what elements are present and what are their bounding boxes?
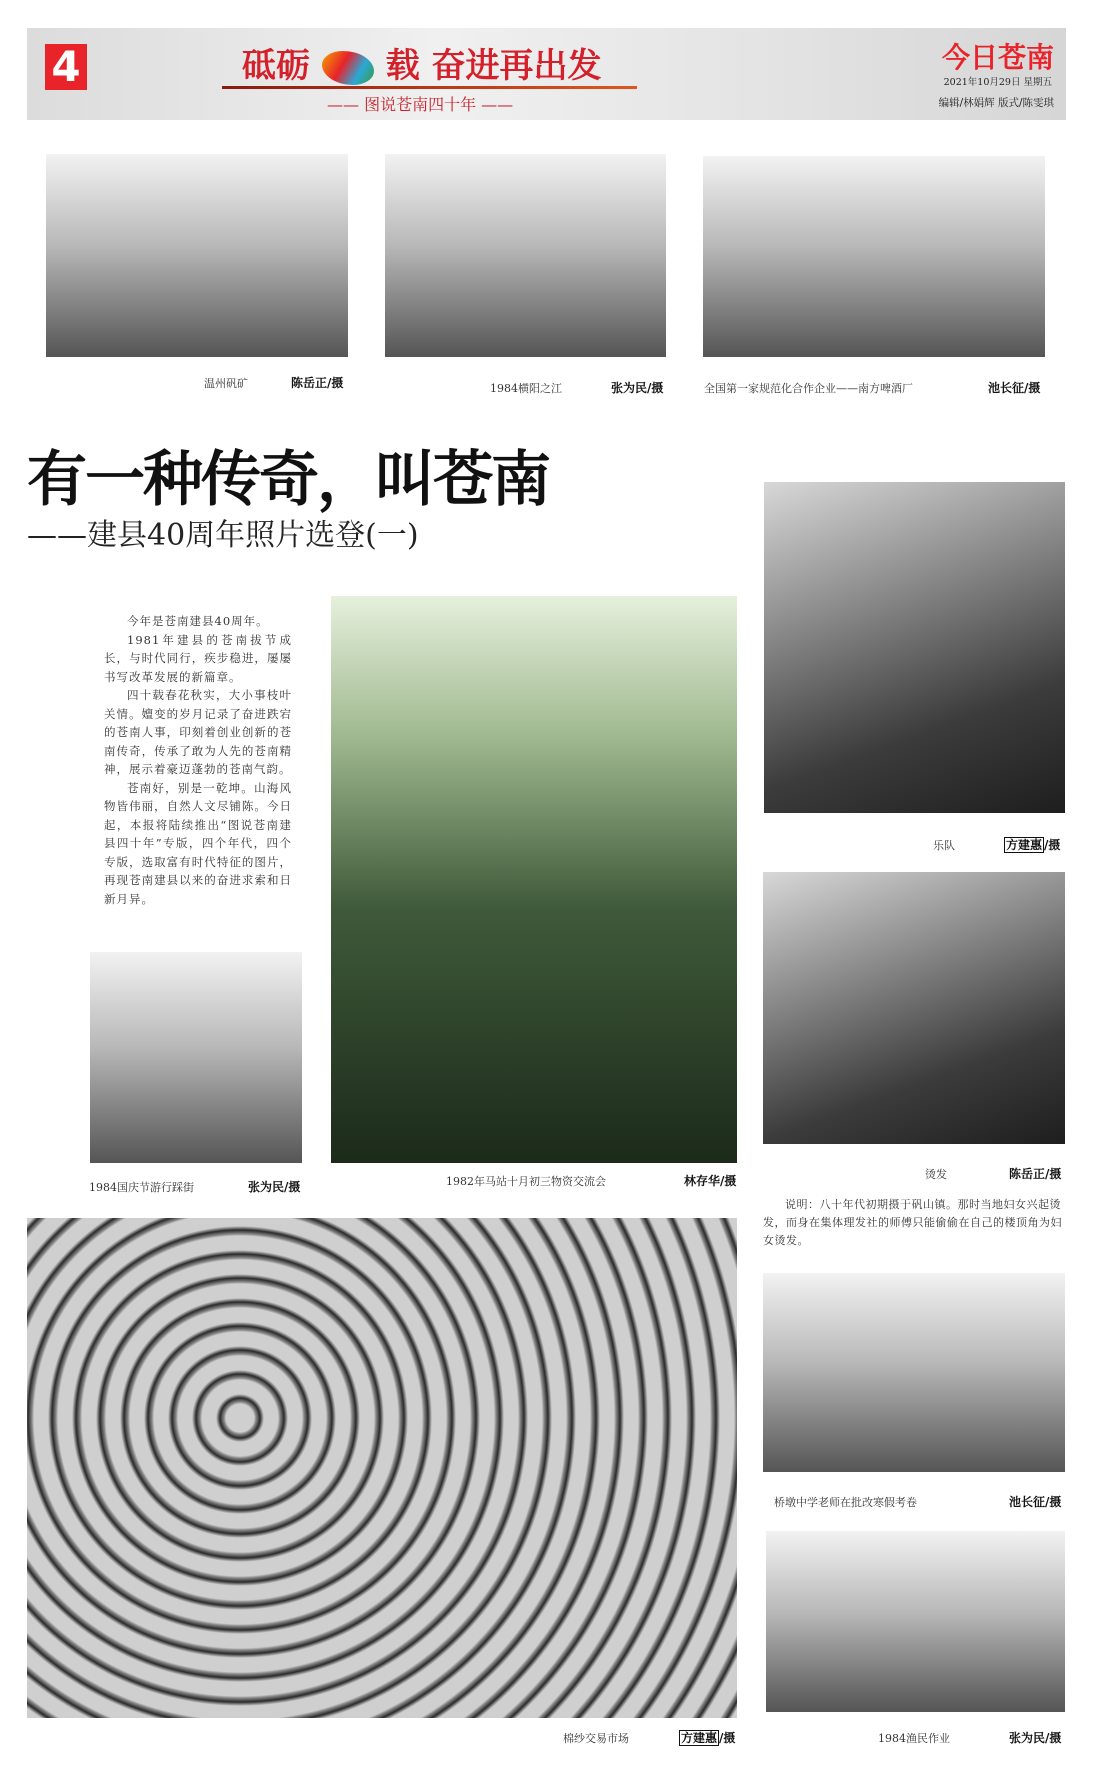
photo-caption: 1982年马站十月初三物资交流会 xyxy=(446,1175,606,1188)
photo-band xyxy=(764,482,1065,813)
intro-paragraph: 四十载春花秋实，大小事枝叶关情。嬗变的岁月记录了奋进跌宕的苍南人事，印刻着创业创新的苍南传奇，传承了敢为人先的苍南精神，展示着豪迈蓬勃的苍南气韵。 xyxy=(104,688,292,776)
photo-fishermen xyxy=(766,1531,1065,1712)
photo-credit: 陈岳正/摄 xyxy=(291,376,344,390)
photo-caption: 桥墩中学老师在批改寒假考卷 xyxy=(774,1496,917,1509)
photo-caption: 1984国庆节游行踩街 xyxy=(89,1181,194,1194)
intro-paragraph: 今年是苍南建县40周年。 xyxy=(127,614,269,628)
anniversary-40-logo xyxy=(322,51,374,85)
photo-credit: 张为民/摄 xyxy=(1009,1731,1062,1745)
photo-credit: 林存华/摄 xyxy=(684,1174,737,1188)
headline-title: 有一种传奇，叫苍南 xyxy=(27,445,549,515)
photo-cotton-yarn-market xyxy=(27,1218,737,1718)
page-number: 4 xyxy=(45,44,87,90)
photo-caption: 乐队 xyxy=(933,839,955,852)
banner-title-right: 载 奋进再出发 xyxy=(385,46,602,86)
editors: 编辑/林娟辉 版式/陈雯琪 xyxy=(938,97,1054,109)
intro-text xyxy=(104,612,292,908)
photo-caption: 烫发 xyxy=(925,1168,947,1181)
intro-paragraph: 苍南好，别是一乾坤。山海风物皆伟丽，自然人文尽铺陈。今日起，本报将陆续推出“图说苍南建县四十年”专版，四个年代，四个专版，选取富有时代特征的图片，再现苍南建县以来的奋进求索和日新月异。 xyxy=(104,780,292,906)
banner-title-left: 砥砺 xyxy=(242,46,310,86)
credit-name: 方建惠 xyxy=(681,1731,718,1745)
issue-date: 2021年10月29日 星期五 xyxy=(943,77,1052,88)
photo-teachers-grading xyxy=(763,1273,1065,1472)
photo-caption: 1984横阳之江 xyxy=(490,382,562,395)
photo-hengyang-river xyxy=(385,154,666,357)
photo-caption: 1984渔民作业 xyxy=(878,1732,950,1745)
intro-paragraph: 1981年建县的苍南拔节成长，与时代同行，疾步稳进，屡屡书写改革发展的新篇章。 xyxy=(104,632,292,684)
page-header xyxy=(27,28,1066,120)
paper-name: 今日苍南 xyxy=(941,41,1054,74)
credit-name: 方建惠 xyxy=(1006,838,1043,852)
photo-caption: 棉纱交易市场 xyxy=(563,1732,629,1745)
banner-title xyxy=(242,38,602,87)
photo-wenzhou-alum-mine xyxy=(46,154,348,357)
photo-credit xyxy=(679,1729,735,1746)
banner-rule xyxy=(222,86,637,89)
photo-credit: 池长征/摄 xyxy=(988,381,1041,395)
photo-brewery xyxy=(703,156,1045,357)
credit-suffix: /摄 xyxy=(719,1731,736,1745)
photo-perm-hair xyxy=(763,872,1065,1144)
photo-credit xyxy=(1004,836,1060,853)
photo-caption: 全国第一家规范化合作企业——南方啤酒厂 xyxy=(704,382,913,395)
photo-national-day-parade xyxy=(90,952,302,1163)
credit-suffix: /摄 xyxy=(1044,838,1061,852)
photo-caption: 温州矾矿 xyxy=(204,377,248,390)
headline-subtitle: ——建县40周年照片选登(一) xyxy=(27,518,419,553)
banner-subtitle: —— 图说苍南四十年 —— xyxy=(327,95,514,114)
photo-market-crowd xyxy=(331,596,737,1163)
photo-credit: 池长征/摄 xyxy=(1009,1495,1062,1509)
photo-credit: 张为民/摄 xyxy=(248,1180,301,1194)
photo-credit: 张为民/摄 xyxy=(611,381,664,395)
photo-credit: 陈岳正/摄 xyxy=(1009,1167,1062,1181)
photo-note: 说明：八十年代初期摄于矾山镇。那时当地妇女兴起烫发，而身在集体理发社的师傅只能偷偷在自己的楼顶角为妇女烫发。 xyxy=(763,1198,1062,1247)
